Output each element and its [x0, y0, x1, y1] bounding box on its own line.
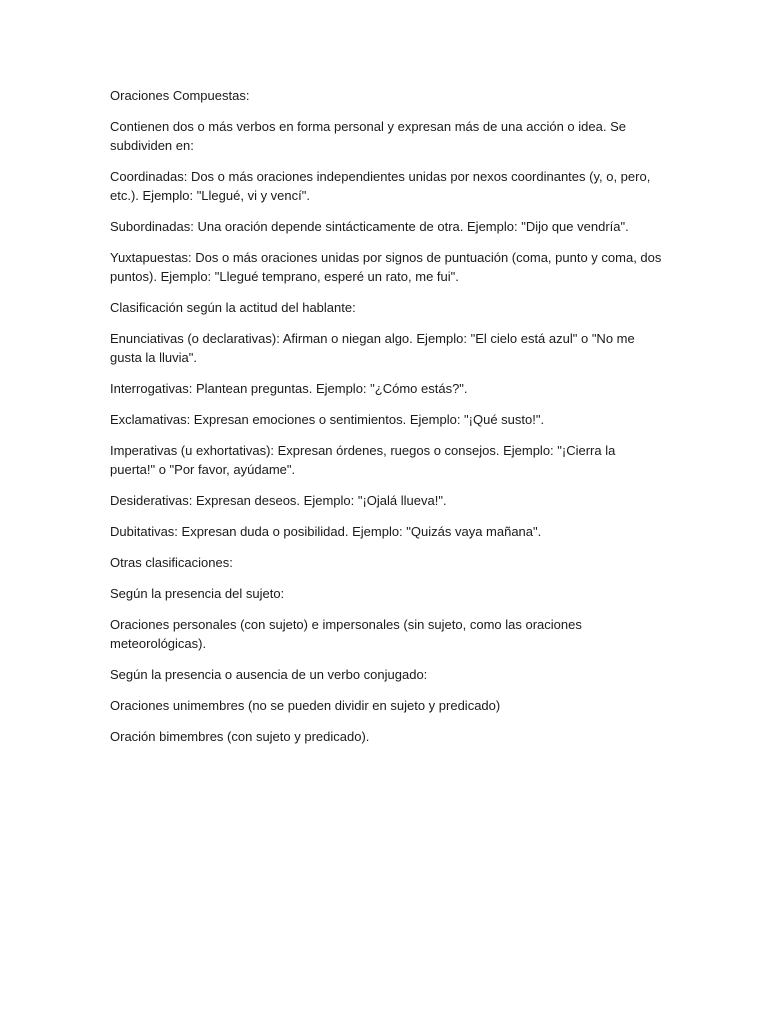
paragraph-exclamativas: Exclamativas: Expresan emociones o sentimientos. Ejemplo: "¡Qué susto!".	[110, 412, 545, 427]
heading-otras-clasificaciones: Otras clasificaciones:	[110, 555, 233, 570]
heading-verbo-conjugado: Según la presencia o ausencia de un verbo conjugado:	[110, 667, 428, 682]
paragraph-enunciativas: Enunciativas (o declarativas): Afirman o niegan algo. Ejemplo: "El cielo está azul" o "No me gusta la lluvia".	[110, 331, 635, 365]
paragraph-interrogativas: Interrogativas: Plantean preguntas. Ejemplo: "¿Cómo estás?".	[110, 381, 468, 396]
paragraph-coordinadas: Coordinadas: Dos o más oraciones independientes unidas por nexos coordinantes (y, o, pero, etc.). Ejemplo: "Llegué, vi y vencí".	[110, 169, 651, 203]
paragraph-yuxtapuestas: Yuxtapuestas: Dos o más oraciones unidas por signos de puntuación (coma, punto y coma, dos puntos). Ejemplo: "Llegué temprano, esperé un rato, me fui".	[110, 250, 662, 284]
paragraph-desiderativas: Desiderativas: Expresan deseos. Ejemplo: "¡Ojalá llueva!".	[110, 493, 447, 508]
paragraph-personales-impersonales: Oraciones personales (con sujeto) e impersonales (sin sujeto, como las oraciones meteorológicas).	[110, 617, 582, 651]
paragraph-subordinadas: Subordinadas: Una oración depende sintácticamente de otra. Ejemplo: "Dijo que vendría".	[110, 219, 629, 234]
heading-compuestas: Oraciones Compuestas:	[110, 88, 250, 103]
paragraph-definicion: Contienen dos o más verbos en forma personal y expresan más de una acción o idea. Se subdividen en:	[110, 119, 626, 153]
paragraph-bimembres: Oración bimembres (con sujeto y predicado).	[110, 729, 370, 744]
paragraph-dubitativas: Dubitativas: Expresan duda o posibilidad. Ejemplo: "Quizás vaya mañana".	[110, 524, 542, 539]
heading-presencia-sujeto: Según la presencia del sujeto:	[110, 586, 285, 601]
document-body	[110, 86, 662, 758]
heading-actitud-hablante: Clasificación según la actitud del hablante:	[110, 300, 356, 315]
paragraph-unimembres: Oraciones unimembres (no se pueden dividir en sujeto y predicado)	[110, 698, 501, 713]
paragraph-imperativas: Imperativas (u exhortativas): Expresan órdenes, ruegos o consejos. Ejemplo: "¡Cierra la puerta!" o "Por favor, ayúdame".	[110, 443, 616, 477]
